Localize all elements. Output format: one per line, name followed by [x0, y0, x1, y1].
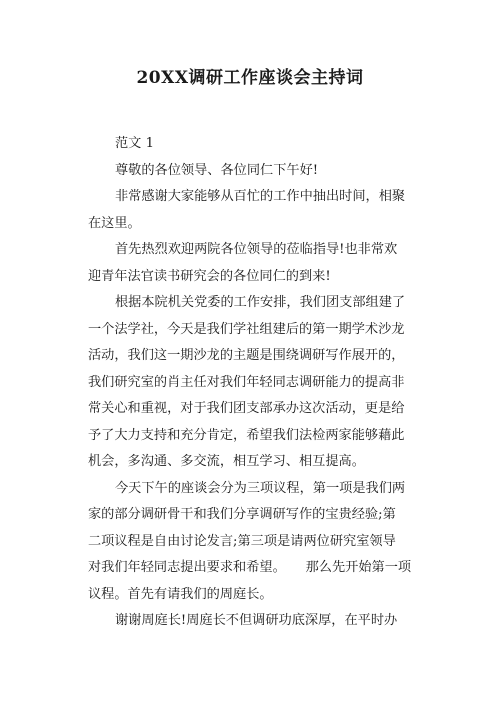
text-line: 谢谢周庭长!周庭长不但调研功底深厚，在平时办: [115, 613, 398, 628]
text-line: 对我们年轻同志提出要求和希望。 那么先开始第一项: [88, 560, 412, 575]
text-line: 非常感谢大家能够从百忙的工作中抽出时间，相聚: [115, 189, 406, 204]
text-line: 根据本院机关党委的工作安排，我们团支部组建了: [115, 295, 406, 310]
text-line: 我们研究室的肖主任对我们年轻同志调研能力的提高非: [88, 374, 405, 390]
document-title: 20XX调研工作座谈会主持词: [136, 68, 364, 88]
text-line: 常关心和重视，对于我们团支部承办这次活动，更是给: [88, 401, 405, 416]
text-line: 尊敬的各位领导、各位同仁下午好!: [115, 162, 319, 178]
text-line: 一个法学社，今天是我们学社组建后的第一期学术沙龙: [88, 321, 405, 337]
document-body: [88, 131, 412, 635]
text-line: 予了大力支持和充分肯定，希望我们法检两家能够藉此: [88, 427, 405, 443]
text-line: 二项议程是自由讨论发言;第三项是请两位研究室领导: [88, 533, 396, 549]
text-line: 活动，我们这一期沙龙的主题是围绕调研写作展开的，: [88, 348, 405, 363]
text-line: 范文 1: [115, 136, 154, 151]
text-line: 迎青年法官读书研究会的各位同仁的到来!: [88, 268, 331, 284]
text-line: 家的部分调研骨干和我们分享调研写作的宝贵经验;第: [88, 507, 396, 522]
text-line: 首先热烈欢迎两院各位领导的莅临指导!也非常欢: [115, 242, 398, 257]
text-line: 今天下午的座谈会分为三项议程，第一项是我们两: [115, 480, 406, 496]
text-line: 议程。首先有请我们的周庭长。: [88, 586, 273, 602]
text-line: 机会，多沟通、多交流，相互学习、相互提高。: [88, 454, 365, 469]
text-line: 在这里。: [88, 215, 141, 231]
